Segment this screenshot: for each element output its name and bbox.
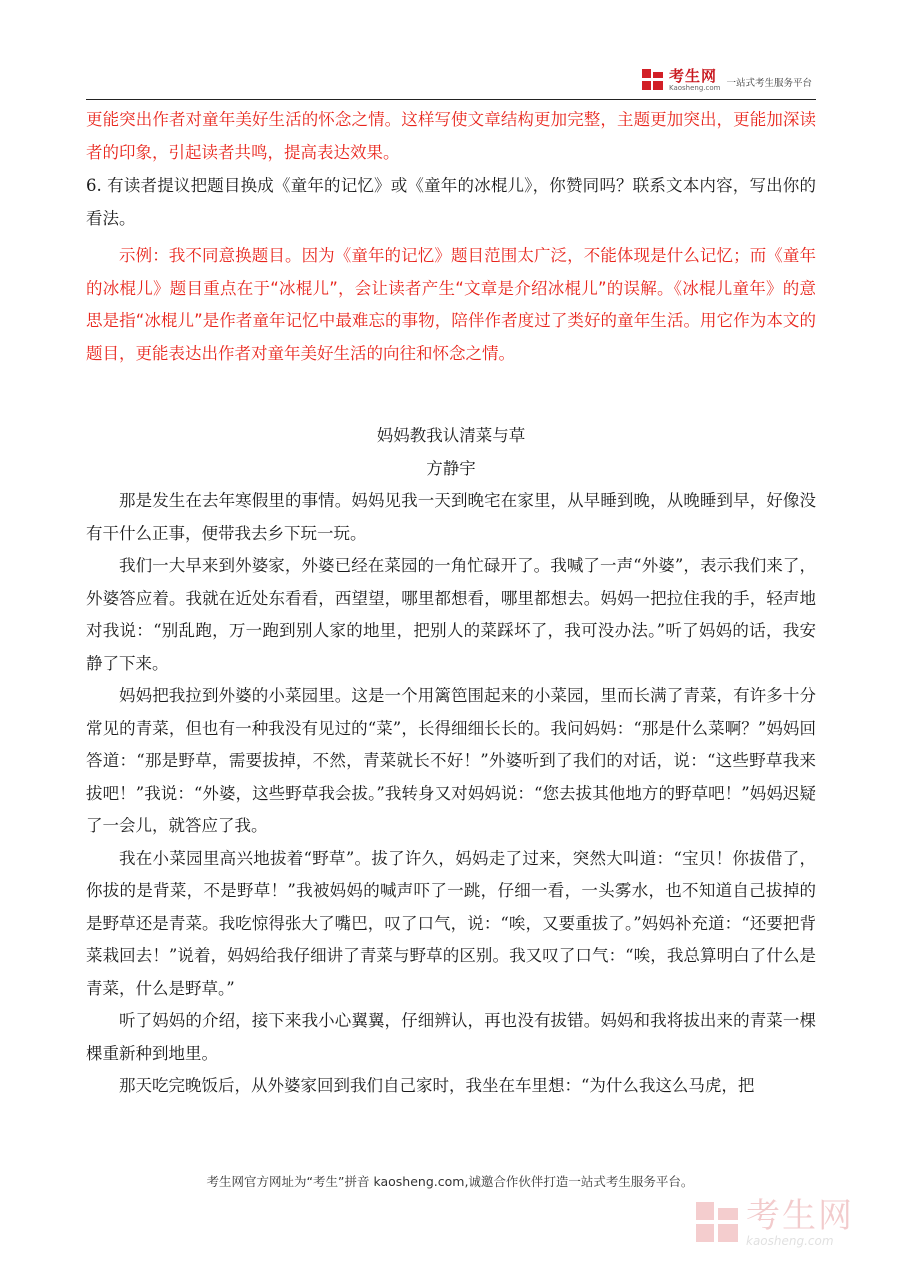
answer-5-continuation (86, 104, 816, 169)
article-paragraph: 听了妈妈的介绍，接下来我小心翼翼，仔细辨认，再也没有拔错。妈妈和我将拔出来的青菜一棵棵重新种到地里。 (86, 1011, 816, 1063)
question-6-text: 6. 有读者提议把题目换成《童年的记忆》或《童年的冰棍儿》，你赞同吗？联系文本内容，写出你的看法。 (86, 176, 816, 228)
logo-icon (641, 68, 665, 92)
article-paragraph: 妈妈把我拉到外婆的小菜园里。这是一个用篱笆围起来的小菜园，里而长满了青菜，有许多十分常见的青菜，但也有一种我没有见过的“菜”，长得细细长长的。我问妈妈：“那是什么菜啊？”妈妈回答道：“那是野草，需要拔掉，不然，青菜就长不好！”外婆听到了我们的对话，说：“这些野草我来拔吧！”我说：“外婆，这些野草我会拔。”我转身又对妈妈说：“您去拔其他地方的野草吧！”妈妈迟疑了一会儿，就答应了我。 (86, 686, 816, 835)
watermark-domain: kaosheng.com (746, 1234, 834, 1248)
watermark-name: 考生网 (746, 1196, 854, 1236)
site-logo[interactable] (641, 68, 812, 92)
page-header (86, 64, 816, 100)
question-6 (86, 170, 816, 235)
logo-name: 考生网 (668, 66, 717, 85)
logo-slogan: 一站式考生服务平台 (726, 78, 812, 89)
article-title: 妈妈教我认清菜与草 (376, 426, 526, 445)
article-paragraph: 我们一大早来到外婆家，外婆已经在菜园的一角忙碌开了。我喊了一声“外婆”，表示我们来了，外婆答应着。我就在近处东看看，西望望，哪里都想看，哪里都想去。妈妈一把拉住我的手，轻声地对我说：“别乱跑，万一跑到别人家的地里，把别人的菜踩坏了，我可没办法。”听了妈妈的话，我安静了下来。 (86, 556, 816, 673)
watermark-logo-icon (694, 1200, 740, 1246)
page-footer: 考生网官方网址为“考生”拼音 kaosheng.com,诚邀合作伙伴打造一站式考生服务平台。 (206, 1174, 694, 1189)
article-paragraph: 那天吃完晚饭后，从外婆家回到我们自己家时，我坐在车里想：“为什么我这么马虎，把 (119, 1076, 755, 1095)
article-author: 方静宇 (426, 458, 476, 478)
article-paragraph: 我在小菜园里高兴地拔着“野草”。拔了许久，妈妈走了过来，突然大叫道：“宝贝！你拔借了，你拔的是背菜，不是野草！”我被妈妈的喊声吓了一跳，仔细一看，一头雾水，也不知道自己拔掉的是野草还是青菜。我吃惊得张大了嘴巴，叹了口气，说：“唉，又要重拔了。”妈妈补充道：“还要把背菜栽回去！”说着，妈妈给我仔细讲了青菜与野草的区别。我又叹了口气：“唉，我总算明白了什么是青菜，什么是野草。” (86, 848, 816, 998)
article (86, 420, 816, 1103)
watermark (694, 1196, 854, 1248)
answer-5-text: 更能突出作者对童年美好生活的怀念之情。这样写使文章结构更加完整，主题更加突出，更能加深读者的印象，引起读者共鸣，提高表达效果。 (86, 110, 816, 162)
article-paragraph: 那是发生在去年寒假里的事情。妈妈见我一天到晚宅在家里，从早睡到晚，从晚睡到早，好像没有干什么正事，便带我去乡下玩一玩。 (86, 491, 816, 543)
logo-domain: Kaosheng.com (668, 83, 721, 92)
answer-6-text: 示例：我不同意换题目。因为《童年的记忆》题目范围太广泛，不能体现是什么记忆；而《童年的冰棍儿》题目重点在于“冰棍儿”，会让读者产生“文章是介绍冰棍儿”的误解。《冰棍儿童年》的意思是指“冰棍儿”是作者童年记忆中最难忘的事物，陪伴作者度过了类好的童年生活。用它作为本文的题目，更能表达出作者对童年美好生活的向往和怀念之情。 (86, 246, 816, 363)
answer-6 (86, 240, 816, 370)
